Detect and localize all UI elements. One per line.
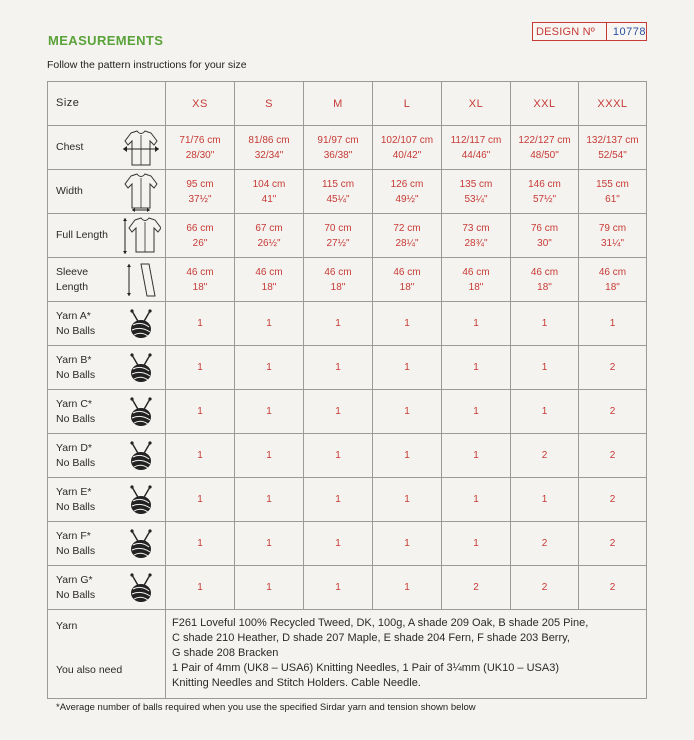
balls-cell: 1 <box>373 302 442 346</box>
design-number-box <box>532 22 647 41</box>
design-number: 10778 <box>612 25 646 38</box>
yarn-a-label: Yarn A* No Balls <box>48 302 118 346</box>
full-length-label: Full Length <box>48 214 118 258</box>
materials-text <box>166 610 647 699</box>
size-xxl: XXL <box>511 82 579 126</box>
length-cell: 67 cm 26½" <box>235 214 304 258</box>
width-cell: 146 cm 57½" <box>511 170 579 214</box>
size-m: M <box>304 82 373 126</box>
length-cell: 66 cm 26" <box>166 214 235 258</box>
balls-cell: 1 <box>442 434 511 478</box>
yarn-ball-icon <box>118 346 166 390</box>
balls-cell: 1 <box>373 346 442 390</box>
sleeve-icon <box>118 258 166 302</box>
sleeve-cell: 46 cm 18" <box>511 258 579 302</box>
chest-cell: 112/117 cm 44/46" <box>442 126 511 170</box>
chest-cell: 91/97 cm 36/38" <box>304 126 373 170</box>
balls-cell: 1 <box>442 390 511 434</box>
also-need-line: Knitting Needles and Stitch Holders. Cable Needle. <box>172 677 421 689</box>
balls-cell: 1 <box>442 346 511 390</box>
materials-row <box>48 610 647 699</box>
yarn-f-row <box>48 522 647 566</box>
balls-cell: 2 <box>579 478 647 522</box>
yarn-info-line: C shade 210 Heather, D shade 207 Maple, E shade 204 Fern, F shade 203 Berry, <box>172 632 570 644</box>
balls-cell: 1 <box>166 478 235 522</box>
size-s: S <box>235 82 304 126</box>
size-xs: XS <box>166 82 235 126</box>
page-title: MEASUREMENTS <box>48 33 164 48</box>
yarn-b-row <box>48 346 647 390</box>
yarn-a-row <box>48 302 647 346</box>
width-cell: 155 cm 61" <box>579 170 647 214</box>
chest-cell: 122/127 cm 48/50" <box>511 126 579 170</box>
chest-icon <box>118 126 166 170</box>
balls-cell: 1 <box>304 434 373 478</box>
balls-cell: 1 <box>511 302 579 346</box>
balls-cell: 2 <box>579 566 647 610</box>
design-label: DESIGN Nº <box>533 23 607 40</box>
width-cell: 135 cm 53¼" <box>442 170 511 214</box>
balls-cell: 1 <box>373 390 442 434</box>
sleeve-cell: 46 cm 18" <box>166 258 235 302</box>
balls-cell: 1 <box>373 478 442 522</box>
balls-cell: 1 <box>235 302 304 346</box>
sleeve-cell: 46 cm 18" <box>304 258 373 302</box>
balls-cell: 1 <box>166 302 235 346</box>
yarn-b-label: Yarn B* No Balls <box>48 346 118 390</box>
balls-cell: 1 <box>304 566 373 610</box>
width-cell: 126 cm 49½" <box>373 170 442 214</box>
balls-cell: 1 <box>304 478 373 522</box>
length-cell: 72 cm 28¼" <box>373 214 442 258</box>
yarn-info-line: F261 Loveful 100% Recycled Tweed, DK, 100g, A shade 209 Oak, B shade 205 Pine, <box>172 617 589 629</box>
balls-cell: 2 <box>511 434 579 478</box>
balls-cell: 1 <box>511 346 579 390</box>
sleeve-cell: 46 cm 18" <box>373 258 442 302</box>
sleeve-cell: 46 cm 18" <box>442 258 511 302</box>
yarn-info-line: G shade 208 Bracken <box>172 647 279 659</box>
balls-cell: 1 <box>166 346 235 390</box>
width-row <box>48 170 647 214</box>
chest-label: Chest <box>48 126 118 170</box>
width-label: Width <box>48 170 118 214</box>
yarn-e-row <box>48 478 647 522</box>
yarn-ball-icon <box>118 434 166 478</box>
sleeve-row <box>48 258 647 302</box>
width-cell: 95 cm 37½" <box>166 170 235 214</box>
balls-cell: 1 <box>373 566 442 610</box>
balls-cell: 1 <box>304 302 373 346</box>
yarn-g-row <box>48 566 647 610</box>
yarn-e-label: Yarn E* No Balls <box>48 478 118 522</box>
yarn-d-label: Yarn D* No Balls <box>48 434 118 478</box>
balls-cell: 1 <box>511 390 579 434</box>
width-cell: 104 cm 41" <box>235 170 304 214</box>
balls-cell: 1 <box>235 566 304 610</box>
chest-cell: 81/86 cm 32/34" <box>235 126 304 170</box>
size-xxxl: XXXL <box>579 82 647 126</box>
balls-cell: 1 <box>442 302 511 346</box>
balls-cell: 1 <box>511 478 579 522</box>
balls-cell: 1 <box>304 390 373 434</box>
yarn-ball-icon <box>118 390 166 434</box>
yarn-ball-icon <box>118 566 166 610</box>
balls-cell: 1 <box>235 434 304 478</box>
balls-cell: 1 <box>235 478 304 522</box>
chest-cell: 71/76 cm 28/30" <box>166 126 235 170</box>
balls-cell: 1 <box>579 302 647 346</box>
balls-cell: 1 <box>304 522 373 566</box>
size-l: L <box>373 82 442 126</box>
balls-cell: 2 <box>511 566 579 610</box>
yarn-c-row <box>48 390 647 434</box>
chest-row <box>48 126 647 170</box>
yarn-ball-icon <box>118 302 166 346</box>
length-cell: 73 cm 28¾" <box>442 214 511 258</box>
balls-cell: 1 <box>235 390 304 434</box>
balls-cell: 1 <box>442 478 511 522</box>
balls-cell: 2 <box>579 434 647 478</box>
width-cell: 115 cm 45¼" <box>304 170 373 214</box>
size-xl: XL <box>442 82 511 126</box>
balls-cell: 1 <box>373 522 442 566</box>
yarn-g-label: Yarn G* No Balls <box>48 566 118 610</box>
measurements-table <box>47 81 647 699</box>
full-length-row <box>48 214 647 258</box>
balls-cell: 2 <box>579 390 647 434</box>
yarn-f-label: Yarn F* No Balls <box>48 522 118 566</box>
balls-cell: 1 <box>235 346 304 390</box>
length-cell: 79 cm 31¼" <box>579 214 647 258</box>
balls-cell: 2 <box>511 522 579 566</box>
yarn-d-row <box>48 434 647 478</box>
sleeve-label: Sleeve Length <box>48 258 118 302</box>
balls-cell: 2 <box>579 346 647 390</box>
balls-cell: 2 <box>579 522 647 566</box>
subtitle: Follow the pattern instructions for your size <box>47 59 247 71</box>
full-length-icon <box>118 214 166 258</box>
chest-cell: 102/107 cm 40/42" <box>373 126 442 170</box>
length-cell: 76 cm 30" <box>511 214 579 258</box>
size-row <box>48 82 647 126</box>
balls-cell: 1 <box>373 434 442 478</box>
size-label: Size <box>48 82 166 126</box>
balls-cell: 1 <box>166 390 235 434</box>
balls-cell: 1 <box>166 566 235 610</box>
balls-cell: 1 <box>442 522 511 566</box>
yarn-label: Yarn <box>56 620 78 632</box>
yarn-ball-icon <box>118 522 166 566</box>
yarn-ball-icon <box>118 478 166 522</box>
balls-cell: 1 <box>166 522 235 566</box>
also-need-line: 1 Pair of 4mm (UK8 – USA6) Knitting Needles, 1 Pair of 3¼mm (UK10 – USA3) <box>172 662 559 674</box>
balls-cell: 1 <box>166 434 235 478</box>
sleeve-cell: 46 cm 18" <box>235 258 304 302</box>
balls-cell: 1 <box>235 522 304 566</box>
materials-labels <box>48 610 166 699</box>
length-cell: 70 cm 27½" <box>304 214 373 258</box>
also-need-label: You also need <box>56 664 123 676</box>
chest-cell: 132/137 cm 52/54" <box>579 126 647 170</box>
width-icon <box>118 170 166 214</box>
balls-cell: 2 <box>442 566 511 610</box>
balls-cell: 1 <box>304 346 373 390</box>
yarn-c-label: Yarn C* No Balls <box>48 390 118 434</box>
sleeve-cell: 46 cm 18" <box>579 258 647 302</box>
footnote: *Average number of balls required when you use the specified Sirdar yarn and tension shown below <box>56 702 476 713</box>
